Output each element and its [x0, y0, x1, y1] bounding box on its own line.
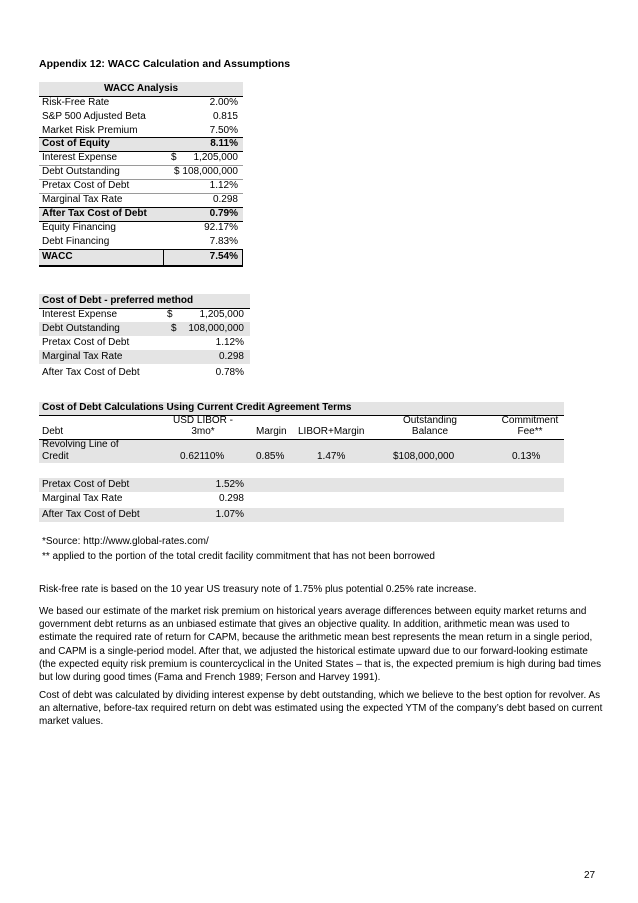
page-number: 27: [584, 870, 596, 881]
dollar-sign: $: [171, 152, 177, 163]
preferred-row-value: 1.12%: [215, 337, 244, 348]
wacc-row-label: Interest Expense: [42, 152, 118, 163]
wacc-row-value: 7.83%: [209, 236, 238, 247]
wacc-row-value: 2.00%: [209, 97, 238, 108]
wacc-total-label: WACC: [42, 251, 73, 262]
header-debt: Debt: [42, 426, 64, 437]
wacc-row-label: S&P 500 Adjusted Beta: [42, 111, 146, 122]
wacc-row-label: Pretax Cost of Debt: [42, 180, 130, 191]
credit-summary-label: Pretax Cost of Debt: [42, 479, 130, 490]
credit-summary-label: After Tax Cost of Debt: [42, 509, 140, 520]
header-outstanding: Outstanding: [403, 415, 457, 426]
wacc-row-label: Marginal Tax Rate: [42, 194, 123, 205]
header-commitment: Commitment: [501, 415, 559, 426]
wacc-table-title: WACC Analysis: [103, 83, 179, 94]
header-balance: Balance: [411, 426, 449, 437]
credit-row-libor-margin: 1.47%: [317, 451, 346, 462]
wacc-row-label: Market Risk Premium: [42, 125, 138, 136]
wacc-row-label: Debt Outstanding: [42, 166, 120, 177]
wacc-row-value: 1.12%: [209, 180, 238, 191]
dollar-sign: $: [171, 323, 177, 334]
preferred-row-label: Interest Expense: [42, 309, 118, 320]
credit-summary-label: Marginal Tax Rate: [42, 493, 123, 504]
dollar-sign: $: [167, 309, 173, 320]
wacc-row-value: $ 108,000,000: [174, 166, 238, 177]
credit-summary-value: 1.52%: [215, 479, 244, 490]
wacc-row-value: 0.815: [212, 111, 238, 122]
preferred-row-value: 1,205,000: [199, 309, 244, 320]
wacc-row-value: 1,205,000: [193, 152, 238, 163]
paragraph-cost-of-debt: Cost of debt was calculated by dividing interest expense by debt outstanding, which we believe to the best option for revolver. As an alternative, before-tax required return on debt was estimated using the expected YTM of the company’s debt based on current market values.: [39, 690, 603, 728]
paragraph-market-risk: We based our estimate of the market risk premium on historical years average differences between equity market returns and government debt returns as an unbiased estimate that gives an objective quality. In addition, arithmetic mean was used to estimate the required rate of return for CAPM, because the arithmetic mean best represents the mean return in a single period, and CAPM is a single-period model. After that, we adjusted the historical estimate upward due to our forward-looking estimate (the expected equity risk premium is countercyclical in the United States – that is, the expected premium is high during bad times but low during good times (Fama and French 1989; Ferson and Harvey 1991).: [39, 606, 602, 684]
header-libor-margin: LIBOR+Margin: [298, 426, 365, 437]
header-margin: Margin: [256, 426, 287, 437]
credit-row-label: Revolving Line of: [42, 439, 119, 450]
wacc-row-label: Debt Financing: [42, 236, 110, 247]
cost-of-equity-label: Cost of Equity: [42, 138, 110, 149]
footnote-source: *Source: http://www.global-rates.com/: [42, 536, 209, 547]
credit-row-fee: 0.13%: [512, 451, 541, 462]
appendix-title: Appendix 12: WACC Calculation and Assumptions: [39, 58, 291, 70]
cost-of-equity-value: 8.11%: [210, 138, 238, 149]
header-fee: Fee**: [517, 426, 543, 437]
preferred-row-value: 0.298: [218, 351, 244, 362]
preferred-row-label: Marginal Tax Rate: [42, 351, 123, 362]
credit-table-title: Cost of Debt Calculations Using Current Credit Agreement Terms: [42, 402, 352, 413]
credit-row-balance: $108,000,000: [393, 451, 455, 462]
preferred-row-value: 0.78%: [215, 367, 244, 378]
credit-summary-value: 0.298: [218, 493, 244, 504]
wacc-row-label: Equity Financing: [42, 222, 116, 233]
preferred-row-label: After Tax Cost of Debt: [42, 367, 140, 378]
header-libor-sub: 3mo*: [191, 426, 215, 437]
wacc-total-value: 7.54%: [209, 251, 238, 262]
preferred-table-title: Cost of Debt - preferred method: [42, 295, 194, 306]
credit-row-label-sub: Credit: [42, 451, 69, 462]
credit-row-margin: 0.85%: [256, 451, 285, 462]
after-tax-cost-of-debt-value: 0.79%: [209, 208, 238, 219]
wacc-row-value: 92.17%: [204, 222, 238, 233]
wacc-row-label: Risk-Free Rate: [42, 97, 110, 108]
footnote-commitment: ** applied to the portion of the total credit facility commitment that has not been borrowed: [42, 551, 435, 562]
after-tax-cost-of-debt-label: After Tax Cost of Debt: [42, 208, 147, 219]
preferred-row-label: Pretax Cost of Debt: [42, 337, 130, 348]
credit-row-libor: 0.62110%: [180, 451, 225, 462]
wacc-row-value: 7.50%: [209, 125, 238, 136]
credit-summary-value: 1.07%: [215, 509, 244, 520]
preferred-row-label: Debt Outstanding: [42, 323, 120, 334]
wacc-row-value: 0.298: [212, 194, 238, 205]
preferred-row-value: 108,000,000: [188, 323, 244, 334]
paragraph-risk-free: Risk-free rate is based on the 10 year US treasury note of 1.75% plus potential 0.25% rate increase.: [39, 584, 477, 595]
header-libor: USD LIBOR -: [172, 415, 233, 426]
